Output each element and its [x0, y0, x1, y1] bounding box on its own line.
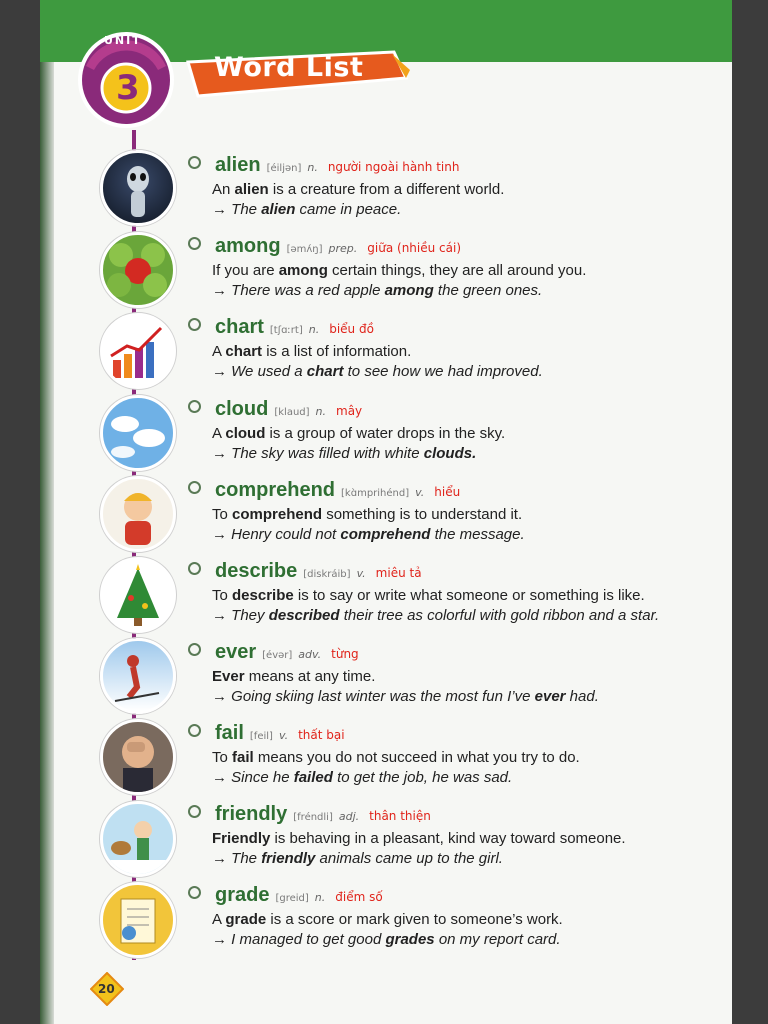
word: chart: [215, 316, 264, 338]
pronunciation: [kɑ̀mprihénd]: [341, 488, 410, 499]
example-sentence: → Henry could not comprehend the message.: [212, 526, 525, 543]
sad-man-image: [100, 719, 176, 795]
example-sentence: → There was a red apple among the green ones.: [212, 282, 543, 299]
part-of-speech: n.: [314, 891, 326, 904]
part-of-speech: n.: [308, 323, 320, 336]
word-entry-cloud: [188, 398, 708, 462]
word-entry-describe: [188, 560, 708, 624]
ring-bullet-icon: [188, 805, 201, 818]
part-of-speech: prep.: [328, 242, 358, 255]
definition: An alien is a creature from a different world.: [212, 181, 505, 198]
definition: To describe is to say or write what someone or something is like.: [212, 587, 645, 604]
example-sentence: → They described their tree as colorful with gold ribbon and a star.: [212, 607, 660, 624]
vietnamese-translation: điểm số: [335, 890, 383, 904]
vietnamese-translation: từng: [331, 647, 359, 661]
vietnamese-translation: thất bại: [298, 728, 345, 742]
word: among: [215, 235, 281, 257]
example-sentence: → The friendly animals came up to the girl.: [212, 850, 503, 867]
apples-image: [100, 232, 176, 308]
ring-bullet-icon: [188, 318, 201, 331]
word: alien: [215, 154, 261, 176]
page-title: Word List: [214, 52, 364, 83]
vietnamese-translation: miêu tả: [375, 566, 422, 580]
example-sentence: → Going skiing last winter was the most fun I’ve ever had.: [212, 688, 599, 705]
part-of-speech: v.: [415, 486, 425, 499]
part-of-speech: adv.: [298, 648, 322, 661]
word-entry-comprehend: [188, 479, 708, 543]
ring-bullet-icon: [188, 481, 201, 494]
pronunciation: [diskráib]: [303, 569, 351, 580]
part-of-speech: n.: [315, 405, 326, 418]
word-entry-ever: [188, 641, 708, 705]
ring-bullet-icon: [188, 400, 201, 413]
clouds-image: [100, 395, 176, 471]
example-sentence: → I managed to get good grades on my report card.: [212, 931, 561, 948]
unit-label: UNIT: [104, 34, 142, 47]
word-entry-friendly: [188, 803, 708, 867]
word-entry-among: [188, 235, 708, 299]
word: friendly: [215, 803, 288, 825]
pronunciation: [əmʌ́ŋ]: [286, 244, 323, 255]
ring-bullet-icon: [188, 886, 201, 899]
definition: A chart is a list of information.: [212, 343, 412, 360]
part-of-speech: n.: [307, 161, 318, 174]
part-of-speech: v.: [278, 729, 289, 742]
ring-bullet-icon: [188, 156, 201, 169]
ring-bullet-icon: [188, 643, 201, 656]
skier-image: [100, 638, 176, 714]
vietnamese-translation: mây: [336, 404, 363, 418]
definition: A grade is a score or mark given to someone’s work.: [212, 911, 563, 928]
pronunciation: [feil]: [249, 731, 273, 742]
pronunciation: [tʃɑːrt]: [269, 325, 303, 336]
word-entry-alien: [188, 154, 708, 218]
pronunciation: [fréndli]: [293, 812, 333, 823]
vietnamese-translation: giữa (nhiều cái): [367, 241, 462, 255]
report-card-image: [100, 882, 176, 958]
definition: A cloud is a group of water drops in the sky.: [212, 425, 506, 442]
pronunciation: [éiljən]: [266, 163, 302, 174]
pronunciation: [klaud]: [274, 407, 310, 418]
vietnamese-translation: hiểu: [434, 485, 461, 499]
example-sentence: → The sky was filled with white clouds.: [212, 445, 477, 462]
vietnamese-translation: thân thiện: [369, 809, 431, 823]
girl-animals-image: [100, 801, 176, 877]
word-entry-grade: [188, 884, 708, 948]
definition: Ever means at any time.: [212, 668, 376, 685]
word: fail: [215, 722, 244, 744]
vietnamese-translation: biểu đồ: [329, 322, 374, 336]
part-of-speech: v.: [356, 567, 366, 580]
page-gutter-shadow: [40, 62, 54, 1024]
ring-bullet-icon: [188, 237, 201, 250]
part-of-speech: adj.: [338, 810, 360, 823]
unit-number: 3: [116, 68, 140, 108]
pronunciation: [évər]: [262, 650, 293, 661]
bar-chart-image: [100, 313, 176, 389]
vietnamese-translation: người ngoài hành tinh: [327, 160, 460, 174]
christmas-tree-image: [100, 557, 176, 633]
definition: If you are among certain things, they are all around you.: [212, 262, 587, 279]
page-number: 20: [98, 982, 115, 996]
example-sentence: → The alien came in peace.: [212, 201, 402, 218]
ring-bullet-icon: [188, 724, 201, 737]
word: describe: [215, 560, 298, 582]
definition: Friendly is behaving in a pleasant, kind way toward someone.: [212, 830, 626, 847]
pronunciation: [greid]: [275, 893, 309, 904]
ring-bullet-icon: [188, 562, 201, 575]
word: ever: [215, 641, 257, 663]
alien-image: [100, 150, 176, 226]
example-sentence: → We used a chart to see how we had improved.: [212, 363, 543, 380]
definition: To fail means you do not succeed in what you try to do.: [212, 749, 580, 766]
example-sentence: → Since he failed to get the job, he was sad.: [212, 769, 513, 786]
word: grade: [215, 884, 270, 906]
definition: To comprehend something is to understand it.: [212, 506, 523, 523]
word: comprehend: [215, 479, 336, 501]
boy-image: [100, 476, 176, 552]
word-entry-fail: [188, 722, 708, 786]
word: cloud: [215, 398, 269, 420]
word-entry-chart: [188, 316, 708, 380]
